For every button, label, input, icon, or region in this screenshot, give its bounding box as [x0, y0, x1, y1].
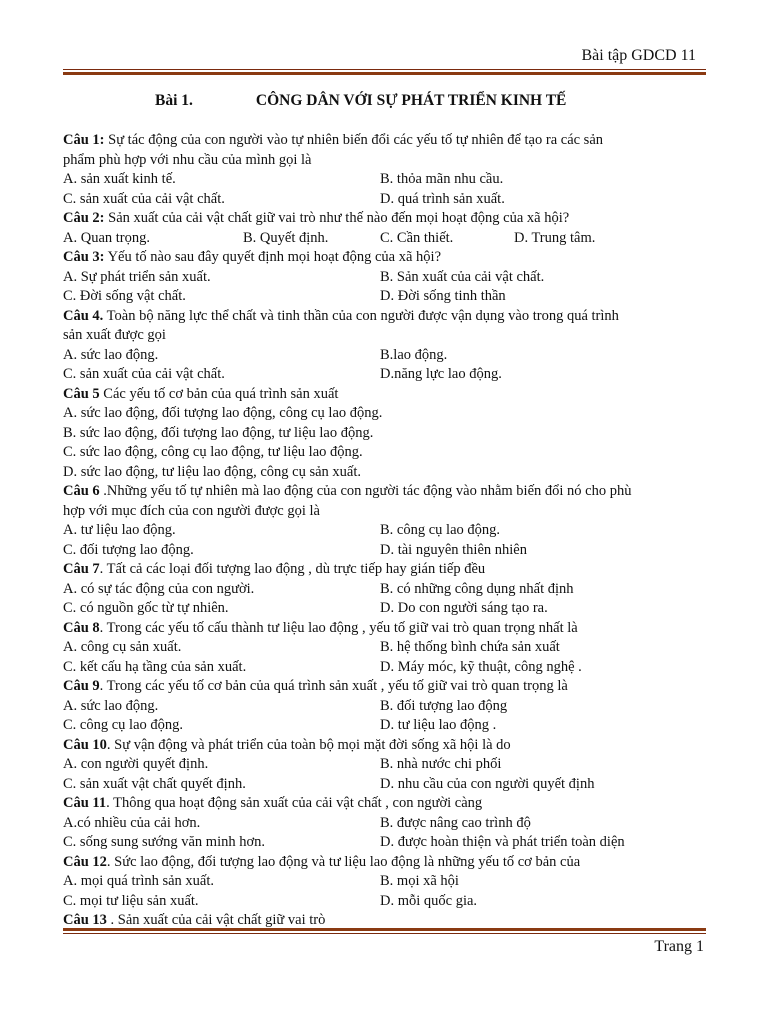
answer-option: B. hệ thống bình chứa sản xuất	[380, 639, 560, 655]
question-number: Câu 9	[63, 678, 100, 694]
answer-option: A. Sự phát triển sản xuất.	[63, 268, 211, 285]
question-text: . Trong các yếu tố cơ bản của quá trình sản xuất , yếu tố giữ vai trò quan trọng là	[99, 678, 568, 694]
answer-option: C. đối tượng lao động.	[63, 541, 194, 558]
answer-option: B.lao động.	[380, 346, 448, 363]
answer-option: A. tư liệu lao động.	[63, 522, 176, 538]
question-text: . Trong các yếu tố cấu thành tư liệu lao động , yếu tố giữ vai trò quan trọng nhất là	[99, 619, 578, 636]
answer-option: D. tài nguyên thiên nhiên	[380, 541, 527, 558]
answer-option: D. Máy móc, kỹ thuật, công nghệ .	[380, 658, 582, 675]
page-footer: Trang 1	[654, 938, 704, 955]
text-line	[63, 326, 713, 346]
answer-option: D. tư liệu lao động .	[380, 717, 497, 733]
answer-row	[63, 638, 713, 658]
answer-option: C. có nguồn gốc từ tự nhiên.	[63, 600, 229, 616]
question-line	[63, 736, 713, 756]
answer-option: D. quá trình sản xuất.	[380, 190, 505, 207]
answer-row	[63, 580, 713, 600]
lesson-heading: CÔNG DÂN VỚI SỰ PHÁT TRIỂN KINH TẾ	[255, 92, 567, 109]
question-number: Câu 4.	[63, 307, 104, 324]
question-number: Câu 8	[63, 619, 100, 636]
line-text: sản xuất được gọi	[63, 327, 166, 343]
answer-option: A. công cụ sản xuất.	[63, 639, 182, 655]
answer-option: D. Đời sống tinh thần	[380, 288, 506, 304]
answer-option: D. được hoàn thiện và phát triển toàn diện	[380, 834, 625, 850]
answer-option: C. Đời sống vật chất.	[63, 288, 186, 304]
answer-row	[63, 892, 713, 912]
answer-option: B. Sản xuất của cải vật chất.	[380, 268, 545, 285]
question-list	[63, 131, 713, 931]
answer-option: C. công cụ lao động.	[63, 717, 184, 733]
line-text: A. sức lao động, đối tượng lao động, công cụ lao động.	[63, 405, 383, 421]
question-text: Sự tác động của con người vào tự nhiên biến đổi các yếu tố tự nhiên để tạo ra các sản	[104, 132, 604, 148]
line-text: D. sức lao động, tư liệu lao động, công cụ sản xuất.	[63, 463, 362, 480]
answer-option: A.có nhiều của cải hơn.	[63, 814, 201, 831]
answer-row	[63, 229, 713, 249]
question-number: Câu 1:	[63, 132, 105, 148]
question-text: Yếu tố nào sau đây quyết định mọi hoạt động của xã hội?	[104, 249, 442, 265]
text-line	[63, 463, 713, 483]
answer-row	[63, 365, 713, 385]
question-line	[63, 385, 713, 405]
answer-row	[63, 599, 713, 619]
question-line	[63, 131, 713, 151]
question-text: Các yếu tố cơ bản của quá trình sản xuất	[99, 385, 339, 402]
answer-row	[63, 697, 713, 717]
answer-option: C. kết cấu hạ tầng của sản xuất.	[63, 658, 247, 675]
answer-option: B. mọi xã hội	[380, 873, 459, 889]
answer-option: B. đối tượng lao động	[380, 697, 508, 714]
footer-divider	[63, 926, 706, 934]
answer-row	[63, 833, 713, 853]
answer-option: B. công cụ lao động.	[380, 522, 501, 538]
answer-option: A. mọi quá trình sản xuất.	[63, 873, 215, 889]
answer-option: D.năng lực lao động.	[380, 366, 502, 382]
answer-option: D. Trung tâm.	[514, 229, 596, 246]
lesson-title	[155, 92, 566, 110]
question-number: Câu 7	[63, 561, 100, 577]
answer-option: D. nhu cầu của con người quyết định	[380, 775, 595, 792]
question-text: Toàn bộ năng lực thể chất và tinh thần của con người được vận dụng vào trong quá trình	[103, 307, 619, 324]
answer-row	[63, 541, 713, 561]
question-line	[63, 248, 713, 268]
question-text: . Thông qua hoạt động sản xuất của cải vật chất , con người càng	[106, 795, 483, 811]
line-text: C. sức lao động, công cụ lao động, tư liệu lao động.	[63, 444, 363, 460]
answer-option: C. mọi tư liệu sản xuất.	[63, 892, 199, 909]
question-line	[63, 307, 713, 327]
header-divider	[63, 69, 706, 75]
answer-row	[63, 268, 713, 288]
answer-option: A. có sự tác động của con người.	[63, 580, 255, 597]
answer-option: A. sản xuất kinh tế.	[63, 171, 176, 187]
answer-option: A. Quan trọng.	[63, 229, 150, 246]
question-line	[63, 794, 713, 814]
question-number: Câu 2:	[63, 210, 105, 226]
question-line	[63, 560, 713, 580]
line-text: B. sức lao động, đối tượng lao động, tư liệu lao động.	[63, 424, 374, 441]
answer-row	[63, 190, 713, 210]
answer-option: D. Do con người sáng tạo ra.	[380, 600, 548, 616]
question-line	[63, 619, 713, 639]
answer-row	[63, 521, 713, 541]
answer-row	[63, 170, 713, 190]
page-header: Bài tập GDCD 11	[581, 47, 696, 64]
answer-option: B. được nâng cao trình độ	[380, 814, 531, 831]
question-number: Câu 11	[63, 795, 107, 811]
answer-row	[63, 658, 713, 678]
answer-option: C. sản xuất vật chất quyết định.	[63, 775, 246, 792]
question-number: Câu 5	[63, 385, 100, 402]
answer-option: D. mỗi quốc gia.	[380, 892, 478, 909]
answer-row	[63, 346, 713, 366]
lesson-number: Bài 1.	[155, 92, 193, 109]
question-line	[63, 853, 713, 873]
answer-option: B. thỏa mãn nhu cầu.	[380, 171, 504, 187]
question-line	[63, 677, 713, 697]
question-number: Câu 3:	[63, 249, 105, 265]
answer-option: A. con người quyết định.	[63, 756, 209, 772]
answer-row	[63, 716, 713, 736]
answer-row	[63, 287, 713, 307]
text-line	[63, 424, 713, 444]
line-text: hợp với mục đích của con người được gọi là	[63, 502, 320, 519]
answer-option: C. sản xuất của cải vật chất.	[63, 190, 225, 207]
answer-option: C. sản xuất của cải vật chất.	[63, 366, 225, 382]
answer-option: B. có những công dụng nhất định	[380, 580, 574, 597]
question-text: . Tất cả các loại đối tượng lao động , dù trực tiếp hay gián tiếp đều	[99, 561, 486, 577]
question-text: .Những yếu tố tự nhiên mà lao động của con người tác động vào nhằm biến đổi nó cho phù	[99, 483, 632, 499]
text-line	[63, 443, 713, 463]
question-number: Câu 6	[63, 483, 100, 499]
question-text: Sản xuất của cải vật chất giữ vai trò như thế nào đến mọi hoạt động của xã hội?	[104, 210, 570, 226]
line-text: phẩm phù hợp với nhu cầu của mình gọi là	[63, 151, 312, 168]
question-number: Câu 12	[63, 853, 107, 870]
question-number: Câu 13	[63, 912, 107, 928]
answer-option: C. sống sung sướng văn minh hơn.	[63, 834, 266, 850]
text-line	[63, 151, 713, 171]
answer-row	[63, 755, 713, 775]
answer-row	[63, 775, 713, 795]
question-line	[63, 209, 713, 229]
question-number: Câu 10	[63, 736, 107, 753]
text-line	[63, 404, 713, 424]
answer-option: A. sức lao động.	[63, 346, 159, 363]
answer-row	[63, 814, 713, 834]
answer-row	[63, 872, 713, 892]
question-text: . Sức lao động, đối tượng lao động và tư liệu lao động là những yếu tố cơ bản của	[106, 853, 581, 870]
question-text: . Sản xuất của cải vật chất giữ vai trò	[106, 912, 326, 928]
answer-option: A. sức lao động.	[63, 697, 159, 714]
question-text: . Sự vận động và phát triển của toàn bộ mọi mặt đời sống xã hội là do	[106, 736, 511, 753]
answer-option: C. Cần thiết.	[380, 229, 454, 246]
text-line	[63, 502, 713, 522]
question-line	[63, 482, 713, 502]
answer-option: B. Quyết định.	[243, 229, 329, 246]
answer-option: B. nhà nước chi phối	[380, 756, 502, 772]
